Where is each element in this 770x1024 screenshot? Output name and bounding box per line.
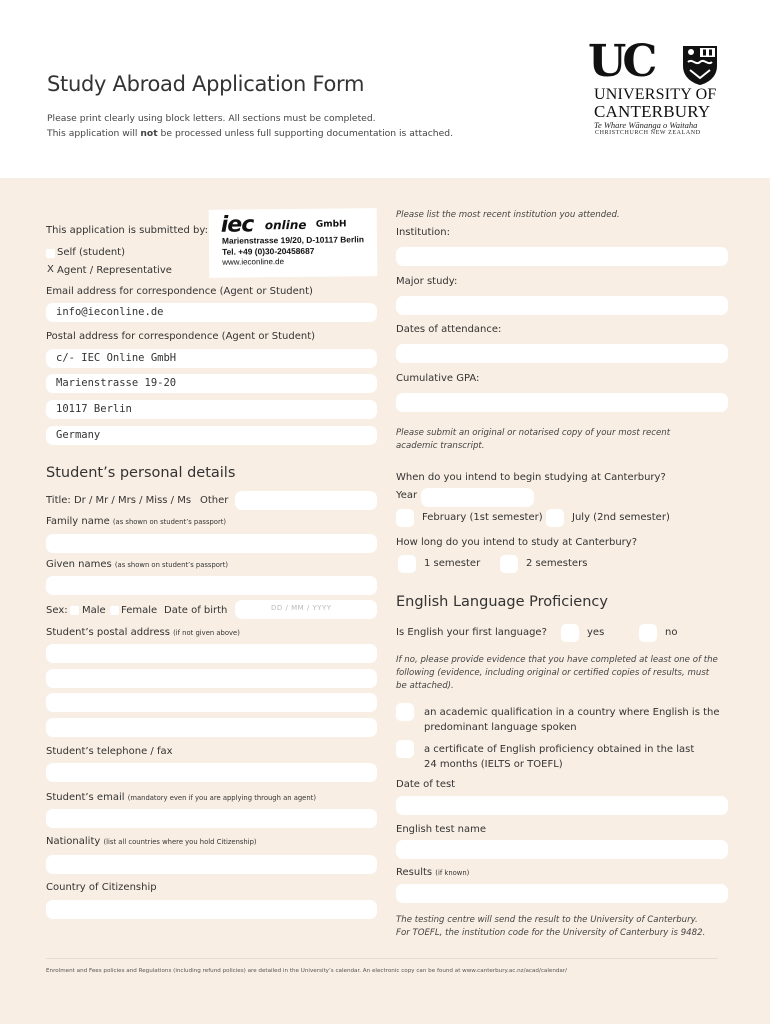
major-study-label: Major study: bbox=[396, 276, 458, 287]
one-semester-label: 1 semester bbox=[424, 558, 481, 569]
email-correspondence-label: Email address for correspondence (Agent or Student) bbox=[46, 286, 313, 297]
label-text: Given names bbox=[46, 559, 112, 570]
agent-option-label: Agent / Representative bbox=[57, 265, 172, 276]
student-email-label bbox=[46, 792, 316, 803]
label-note: (if known) bbox=[435, 869, 470, 877]
citizenship-label: Country of Citizenship bbox=[46, 882, 157, 893]
results-label bbox=[396, 867, 469, 878]
field-value: Marienstrasse 19-20 bbox=[56, 377, 177, 389]
instruction-text: be processed unless full supporting documentation is attached. bbox=[157, 128, 454, 139]
institution-label: Institution: bbox=[396, 227, 450, 238]
footer-text: Enrolment and Fees policies and Regulations (including refund policies) are detailed in the University’s calendar. An electronic copy can be found at www.canterbury.ac.nz/acad/calendar/ bbox=[46, 968, 568, 974]
postal-correspondence-label: Postal address for correspondence (Agent or Student) bbox=[46, 331, 316, 342]
certificate-checkbox[interactable] bbox=[396, 740, 414, 758]
title-other-label: Other bbox=[200, 495, 229, 506]
label-note: (if not given above) bbox=[173, 629, 240, 637]
field-value: info@ieconline.de bbox=[56, 306, 164, 318]
postal-line-4-field[interactable] bbox=[46, 426, 377, 445]
instruction-emphasis: not bbox=[140, 128, 158, 139]
dob-label: Date of birth bbox=[164, 605, 228, 616]
agent-stamp bbox=[209, 208, 378, 278]
male-label: Male bbox=[82, 605, 106, 616]
label-note: (as shown on student’s passport) bbox=[114, 561, 229, 569]
july-checkbox[interactable] bbox=[546, 509, 564, 527]
major-study-field[interactable] bbox=[396, 296, 728, 315]
family-name-label bbox=[46, 516, 226, 527]
two-semesters-label: 2 semesters bbox=[526, 558, 588, 569]
note-line: be attached). bbox=[396, 681, 454, 691]
results-field[interactable] bbox=[396, 884, 728, 903]
stamp-tel: Tel. +49 (0)30-20458687 bbox=[222, 245, 315, 257]
citizenship-field[interactable] bbox=[46, 900, 377, 919]
female-checkbox[interactable] bbox=[110, 606, 119, 615]
test-date-field[interactable] bbox=[396, 796, 728, 815]
start-question: When do you intend to begin studying at Canterbury? bbox=[396, 472, 666, 483]
stamp-brand: iec bbox=[220, 212, 254, 238]
title-other-field[interactable] bbox=[235, 491, 377, 510]
label-text: Results bbox=[396, 867, 433, 878]
instruction-text: This application will bbox=[47, 128, 141, 139]
note-line: academic transcript. bbox=[396, 441, 485, 451]
english-no-label: no bbox=[665, 627, 678, 638]
footer-divider bbox=[46, 958, 718, 959]
postal-line-2-field[interactable] bbox=[46, 374, 377, 393]
female-label: Female bbox=[121, 605, 158, 616]
logo-line-3: Te Whare Wānanga o Waitaha bbox=[594, 120, 698, 130]
given-names-label bbox=[46, 559, 228, 570]
gpa-field[interactable] bbox=[396, 393, 728, 412]
institution-note: Please list the most recent institution you attended. bbox=[396, 210, 620, 220]
dates-attendance-label: Dates of attendance: bbox=[396, 324, 502, 335]
stamp-address: Marienstrasse 19/20, D-10117 Berlin bbox=[221, 234, 365, 246]
logo-line-4: CHRISTCHURCH NEW ZEALAND bbox=[595, 130, 701, 136]
english-yes-label: yes bbox=[587, 627, 605, 638]
nationality-label bbox=[46, 836, 257, 847]
student-email-field[interactable] bbox=[46, 809, 377, 828]
submitted-by-label: This application is submitted by: bbox=[46, 225, 208, 236]
february-checkbox[interactable] bbox=[396, 509, 414, 527]
july-label: July (2nd semester) bbox=[572, 512, 670, 523]
dob-field[interactable] bbox=[235, 600, 377, 619]
given-names-field[interactable] bbox=[46, 576, 377, 595]
option-line: 24 months (IELTS or TOEFL) bbox=[424, 759, 563, 770]
logo-line-1: UNIVERSITY OF bbox=[594, 86, 717, 103]
test-name-label: English test name bbox=[396, 824, 487, 835]
form-header bbox=[0, 0, 770, 178]
page-title: Study Abroad Application Form bbox=[47, 72, 365, 96]
sex-label: Sex: bbox=[46, 605, 68, 616]
label-text: Student’s email bbox=[46, 792, 125, 803]
label-note: (list all countries where you hold Citizenship) bbox=[103, 838, 257, 846]
email-correspondence-field[interactable] bbox=[46, 303, 377, 322]
transcript-note bbox=[396, 427, 670, 453]
label-text: Student’s postal address bbox=[46, 627, 170, 638]
personal-details-heading: Student’s personal details bbox=[46, 465, 236, 481]
dob-placeholder: DD / MM / YYYY bbox=[271, 604, 332, 612]
note-line: The testing centre will send the result to the University of Canterbury. bbox=[396, 915, 698, 925]
field-value: c/- IEC Online GmbH bbox=[56, 352, 177, 364]
student-postal-line-1-field[interactable] bbox=[46, 644, 377, 663]
student-postal-line-3-field[interactable] bbox=[46, 693, 377, 712]
self-option-label: Self (student) bbox=[57, 247, 126, 258]
title-label: Title: Dr / Mr / Mrs / Miss / Ms bbox=[46, 495, 192, 506]
english-yes-checkbox[interactable] bbox=[561, 624, 579, 642]
february-label: February (1st semester) bbox=[422, 512, 543, 523]
option-line: a certificate of English proficiency obtained in the last bbox=[424, 744, 695, 755]
certificate-label bbox=[424, 742, 694, 772]
field-value: 10117 Berlin bbox=[56, 403, 132, 415]
test-date-label: Date of test bbox=[396, 779, 456, 790]
toefl-note bbox=[396, 914, 705, 940]
option-line: predominant language spoken bbox=[424, 722, 577, 733]
test-name-field[interactable] bbox=[396, 840, 728, 859]
telephone-field[interactable] bbox=[46, 763, 377, 782]
year-label: Year bbox=[396, 490, 418, 501]
note-line: For TOEFL, the institution code for the University of Canterbury is 9482. bbox=[396, 928, 706, 938]
academic-qualification-label bbox=[424, 705, 720, 735]
dates-attendance-field[interactable] bbox=[396, 344, 728, 363]
telephone-label: Student’s telephone / fax bbox=[46, 746, 173, 757]
postal-line-3-field[interactable] bbox=[46, 400, 377, 419]
postal-line-1-field[interactable] bbox=[46, 349, 377, 368]
label-note: (mandatory even if you are applying through an agent) bbox=[127, 794, 316, 802]
label-text: Family name bbox=[46, 516, 110, 527]
university-logo bbox=[588, 36, 724, 142]
nationality-field[interactable] bbox=[46, 855, 377, 874]
stamp-brand-gmbh: GmbH bbox=[315, 219, 347, 230]
institution-field[interactable] bbox=[396, 247, 728, 266]
first-language-question: Is English your first language? bbox=[396, 627, 547, 638]
note-line: If no, please provide evidence that you have completed at least one of the bbox=[396, 655, 718, 665]
family-name-field[interactable] bbox=[46, 534, 377, 553]
english-no-checkbox[interactable] bbox=[639, 624, 657, 642]
year-field[interactable] bbox=[421, 488, 534, 507]
note-line: following (evidence, including original or certified copies of results, must bbox=[396, 668, 710, 678]
stamp-brand-online: online bbox=[264, 217, 307, 233]
student-postal-line-4-field[interactable] bbox=[46, 718, 377, 737]
instruction-line-2 bbox=[47, 126, 453, 141]
option-line: an academic qualification in a country where English is the bbox=[424, 707, 720, 718]
two-semesters-checkbox[interactable] bbox=[500, 555, 518, 573]
agent-checkbox[interactable]: X bbox=[47, 264, 54, 275]
male-checkbox[interactable] bbox=[70, 606, 79, 615]
student-postal-line-2-field[interactable] bbox=[46, 669, 377, 688]
crest-icon bbox=[680, 44, 720, 86]
form-instructions bbox=[47, 111, 453, 141]
english-heading: English Language Proficiency bbox=[396, 594, 608, 610]
label-note: (as shown on student’s passport) bbox=[112, 518, 227, 526]
instruction-line-1: Please print clearly using block letters. All sections must be completed. bbox=[47, 113, 376, 124]
duration-question: How long do you intend to study at Canterbury? bbox=[396, 537, 638, 548]
academic-qualification-checkbox[interactable] bbox=[396, 703, 414, 721]
stamp-web: www.ieconline.de bbox=[222, 257, 285, 267]
logo-line-2: CANTERBURY bbox=[594, 102, 711, 121]
self-checkbox[interactable] bbox=[46, 249, 55, 258]
field-value: Germany bbox=[56, 429, 101, 441]
gpa-label: Cumulative GPA: bbox=[396, 373, 480, 384]
evidence-note bbox=[396, 654, 718, 693]
student-postal-label bbox=[46, 627, 240, 638]
label-text: Nationality bbox=[46, 836, 101, 847]
logo-mark: UC bbox=[588, 36, 654, 87]
one-semester-checkbox[interactable] bbox=[398, 555, 416, 573]
note-line: Please submit an original or notarised copy of your most recent bbox=[396, 428, 671, 438]
